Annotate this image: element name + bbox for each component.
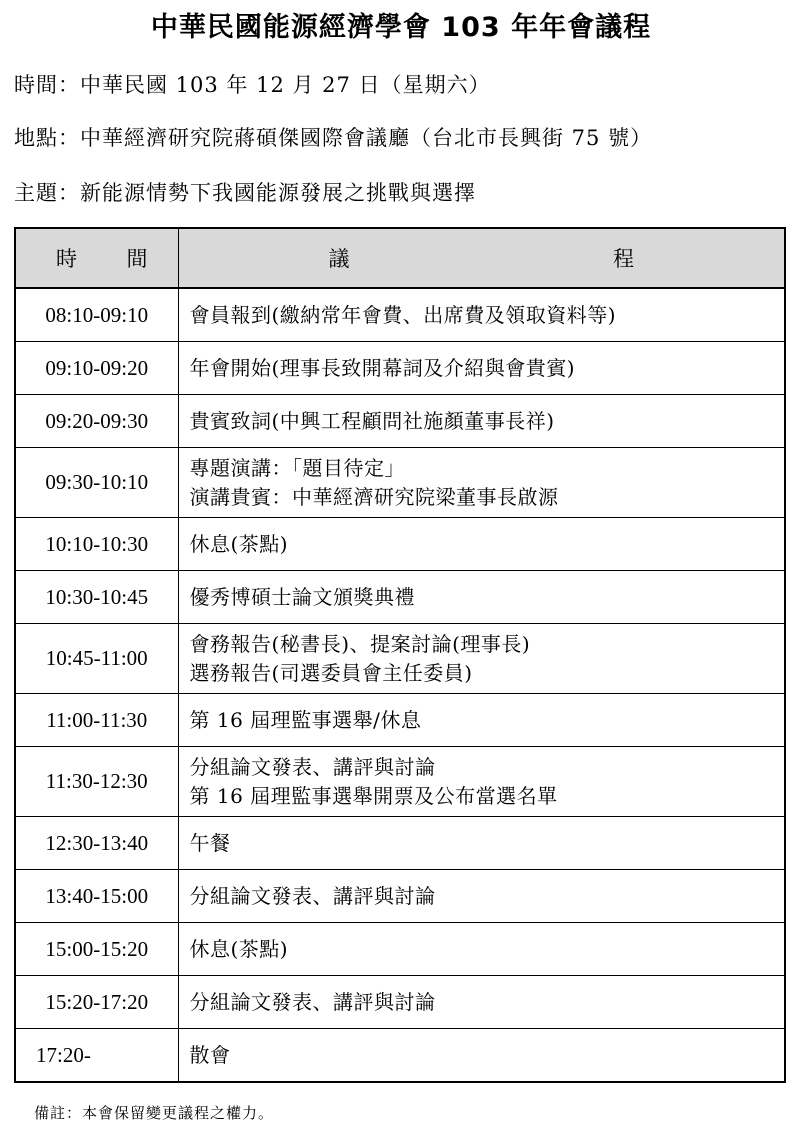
row-agenda (178, 923, 785, 976)
agenda-line: 優秀博碩士論文頒獎典禮 (189, 584, 415, 609)
table-row (15, 694, 785, 747)
footnote: 備註：本會保留變更議程之權力。 (34, 1104, 275, 1122)
row-time: 09:10-09:20 (15, 342, 178, 395)
agenda-line: 分組論文發表、講評與討論 (189, 989, 436, 1014)
agenda-line: 會員報到(繳納常年會費、出席費及領取資料等) (189, 302, 617, 327)
agenda-line: 休息(茶點) (189, 531, 289, 556)
agenda-line: 演講貴賓：中華經濟研究院梁董事長啟源 (189, 484, 559, 509)
header-time (15, 228, 178, 288)
header-agenda-char-2: 程 (613, 247, 634, 271)
agenda-line: 選務報告(司選委員會主任委員) (189, 660, 473, 685)
table-header-row (15, 228, 785, 288)
agenda-line: 分組論文發表、講評與討論 (189, 883, 436, 908)
row-time: 13:40-15:00 (15, 870, 178, 923)
meeting-time: 時間：中華民國 103 年 12 月 27 日（星期六） (14, 73, 491, 97)
table-row (15, 448, 785, 518)
row-agenda (178, 288, 785, 342)
agenda-line: 貴賓致詞(中興工程顧問社施顏董事長祥) (189, 408, 555, 433)
agenda-line: 會務報告(秘書長)、提案討論(理事長) (189, 631, 531, 656)
row-agenda (178, 976, 785, 1029)
row-time: 12:30-13:40 (15, 817, 178, 870)
row-time: 11:30-12:30 (15, 747, 178, 817)
row-time: 09:30-10:10 (15, 448, 178, 518)
row-agenda (178, 395, 785, 448)
row-agenda (178, 694, 785, 747)
row-time: 15:00-15:20 (15, 923, 178, 976)
table-row (15, 923, 785, 976)
table-row (15, 624, 785, 694)
row-agenda (178, 870, 785, 923)
row-time: 10:45-11:00 (15, 624, 178, 694)
table-row (15, 571, 785, 624)
header-time-char-1: 時 (56, 247, 77, 271)
table-row (15, 288, 785, 342)
table-row (15, 1029, 785, 1083)
agenda-line: 第 16 屆理監事選舉/休息 (189, 707, 422, 732)
row-time: 17:20- (15, 1029, 178, 1083)
agenda-line: 午餐 (189, 830, 231, 855)
agenda-line: 休息(茶點) (189, 936, 289, 961)
table-row (15, 342, 785, 395)
row-time: 15:20-17:20 (15, 976, 178, 1029)
row-time: 09:20-09:30 (15, 395, 178, 448)
header-agenda-char-1: 議 (328, 247, 350, 271)
row-agenda (178, 342, 785, 395)
row-agenda (178, 448, 785, 518)
agenda-table (14, 227, 786, 1083)
row-agenda (178, 571, 785, 624)
table-row (15, 518, 785, 571)
agenda-line: 分組論文發表、講評與討論 (189, 754, 436, 779)
agenda-line: 專題演講：「題目待定」 (189, 455, 405, 480)
row-time: 10:30-10:45 (15, 571, 178, 624)
table-row (15, 976, 785, 1029)
row-time: 11:00-11:30 (15, 694, 178, 747)
meeting-place: 地點：中華經濟研究院蔣碩傑國際會議廳（台北市長興街 75 號） (14, 126, 653, 150)
agenda-line: 散會 (189, 1042, 231, 1067)
row-time: 10:10-10:30 (15, 518, 178, 571)
row-time: 08:10-09:10 (15, 288, 178, 342)
row-agenda (178, 1029, 785, 1083)
meeting-topic: 主題：新能源情勢下我國能源發展之挑戰與選擇 (14, 181, 476, 205)
header-time-char-2: 間 (126, 247, 148, 271)
agenda-line: 第 16 屆理監事選舉開票及公布當選名單 (189, 783, 558, 808)
table-row (15, 817, 785, 870)
row-agenda (178, 817, 785, 870)
document-title: 中華民國能源經濟學會 103 年年會議程 (150, 12, 652, 43)
agenda-line: 年會開始(理事長致開幕詞及介紹與會貴賓) (189, 355, 576, 380)
row-agenda (178, 747, 785, 817)
row-agenda (178, 624, 785, 694)
row-agenda (178, 518, 785, 571)
table-row (15, 747, 785, 817)
table-row (15, 395, 785, 448)
table-row (15, 870, 785, 923)
header-agenda (178, 228, 785, 288)
